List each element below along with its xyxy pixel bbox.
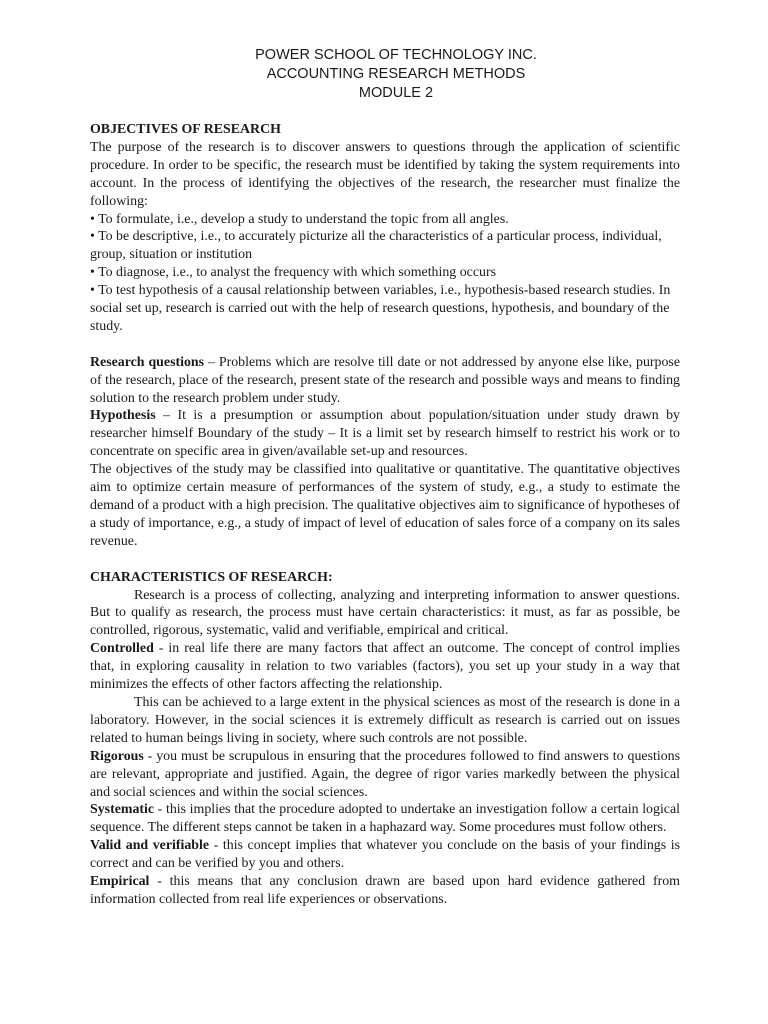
systematic-term: Systematic [90, 802, 155, 818]
classification-paragraph: The objectives of the study may be classified into qualitative or quantitative. The quantitative objectives aim to optimize certain measure of performances of the system of study, e.g., a study to estimate the demand of a product with a high precision. The qualitative objectives aim to significance of hypotheses of a study of importance, e.g., a study of impact of level of education of sales force of a company on its sales revenue. [90, 462, 680, 549]
controlled-paragraph [90, 640, 680, 694]
systematic-paragraph [90, 801, 680, 837]
objective-bullet: • To test hypothesis of a causal relationship between variables, i.e., hypothesis-based research studies. In social set up, research is carried out with the help of research questions, hypothesis, and boundary of the study. [90, 283, 671, 334]
research-questions-term: Research questions [90, 354, 205, 370]
systematic-text: - this implies that the procedure adopted to undertake an investigation follow a certain logical sequence. The different steps cannot be taken in a haphazard way. Some procedures must follow others. [90, 802, 680, 836]
empirical-term: Empirical [90, 874, 150, 890]
empirical-text: - this means that any conclusion drawn are based upon hard evidence gathered from information collected from real life experiences or observations. [90, 874, 680, 907]
research-questions-paragraph [90, 354, 680, 408]
characteristics-intro: Research is a process of collecting, analyzing and interpreting information to answer questions. But to qualify as research, the process must have certain characteristics: it must, as far as possible, be controlled, rigorous, systematic, valid and verifiable, empirical and critical. [90, 587, 680, 639]
valid-verifiable-paragraph [90, 837, 680, 873]
course-title: ACCOUNTING RESEARCH METHODS [266, 66, 526, 82]
module-label: MODULE 2 [358, 85, 434, 101]
valid-verifiable-text: - this concept implies that whatever you conclude on the basis of your findings is correct and can be verified by you and others. [90, 838, 680, 872]
school-name: POWER SCHOOL OF TECHNOLOGY INC. [255, 47, 537, 63]
objectives-intro: The purpose of the research is to discover answers to questions through the application of scientific procedure. In order to be specific, the research must be identified by taking the system requirements into account. In the process of identifying the objectives of the research, the researcher must finalize the following: [90, 139, 680, 209]
objectives-section [90, 121, 680, 336]
research-questions-text: – Problems which are resolve till date or not addressed by anyone else like, purpose of the research, place of the research, present state of the research and possible ways and means to finding solution to the research problem under study. [90, 354, 680, 406]
hypothesis-term: Hypothesis [90, 408, 156, 424]
objective-bullet: • To diagnose, i.e., to analyst the frequency with which something occurs [90, 265, 496, 281]
hypothesis-text: – It is a presumption or assumption about population/situation under study drawn by researcher himself Boundary of the study – It is a limit set by research himself to restrict his work or to concentrate on specific area in given/available set-up and resources. [90, 408, 680, 460]
objectives-heading: OBJECTIVES OF RESEARCH [90, 122, 281, 137]
objective-bullet: • To be descriptive, i.e., to accurately picturize all the characteristics of a particular process, individual, group, situation or institution [90, 229, 662, 263]
rigorous-text: - you must be scrupulous in ensuring that the procedures followed to find answers to questions are relevant, appropriate and justified. Again, the degree of rigor varies markedly between the physical and social sciences and within the social sciences. [90, 748, 680, 800]
definitions-section [90, 354, 680, 551]
rigorous-paragraph [90, 748, 680, 802]
controlled-continuation: This can be achieved to a large extent in the physical sciences as most of the research is done in a laboratory. However, in the social sciences it is extremely difficult as research is carried out on issues related to human beings living in society, where such controls are not possible. [90, 694, 680, 746]
spacer [90, 336, 680, 354]
valid-verifiable-term: Valid and verifiable [90, 838, 210, 854]
characteristics-heading: CHARACTERISTICS OF RESEARCH: [90, 569, 333, 585]
document-header [90, 46, 680, 103]
spacer [90, 551, 680, 569]
rigorous-term: Rigorous [90, 748, 144, 764]
characteristics-section [90, 569, 680, 909]
empirical-paragraph [90, 873, 680, 909]
objective-bullet: • To formulate, i.e., develop a study to understand the topic from all angles. [90, 211, 509, 227]
hypothesis-paragraph [90, 407, 680, 461]
document-page [90, 46, 680, 909]
controlled-text: - in real life there are many factors that affect an outcome. The concept of control implies that, in exploring causality in relation to two variables (factors), you set up your study in a way that minimizes the effects of other factors affecting the relationship. [90, 641, 680, 693]
controlled-term: Controlled [90, 641, 154, 657]
